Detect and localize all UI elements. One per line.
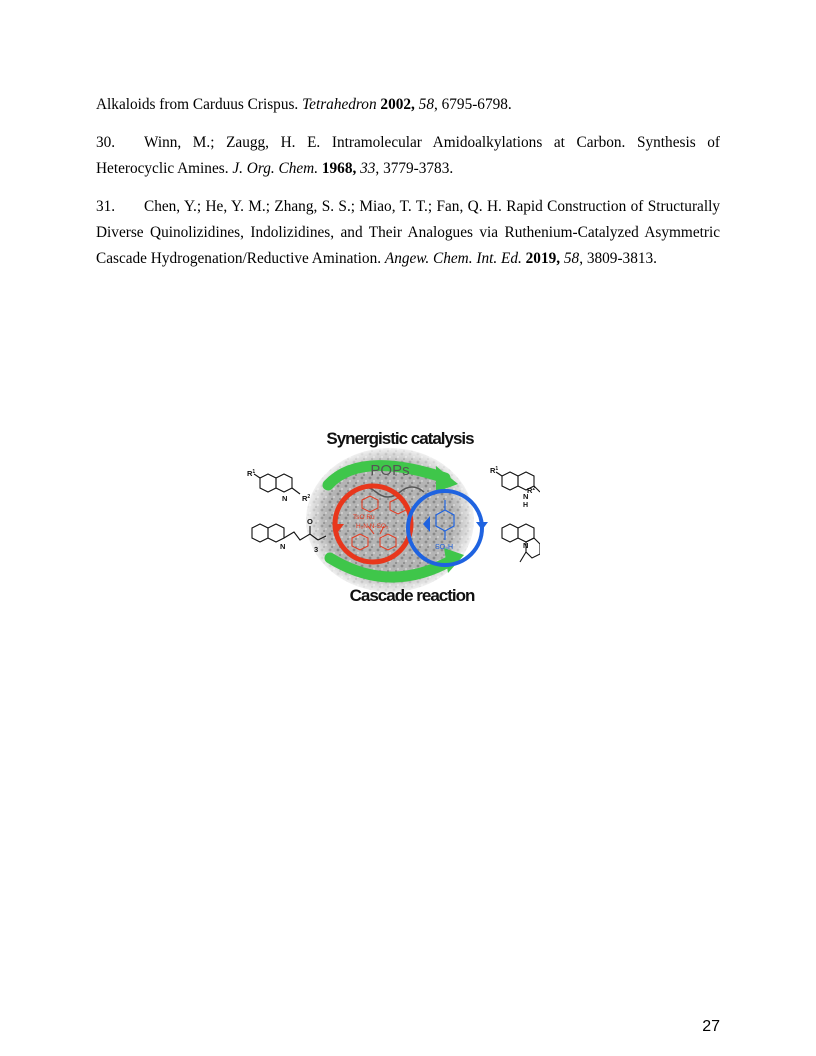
ref-text: Chen, Y.; He, Y. M.; Zhang, S. S.; Miao, T. T.; Fan, Q. H. Rapid Construction of Structurally Diverse Quinolizidines, Indolizidines, and Their Analogues via Ruthenium-Catalyzed Asymmetric Cascade Hydrogenation/Reductive Amination.: [96, 198, 720, 267]
toc-graphic: [240, 420, 540, 610]
reference-31: [96, 194, 720, 272]
ref-number: 31.: [96, 198, 116, 215]
year: 2002,: [380, 96, 415, 113]
ru-label-line1: TsO Ru: [353, 514, 375, 521]
substrate-quinoline: [254, 474, 300, 494]
journal-name: J. Org. Chem.: [232, 160, 319, 177]
reference-30: [96, 130, 720, 182]
reference-29-continuation: [96, 92, 720, 118]
volume: 58: [418, 96, 434, 113]
substrate-n-label: N: [282, 494, 288, 503]
reference-list: [96, 92, 720, 284]
ketone-o-label: O: [307, 517, 313, 526]
pops-label: POPs: [370, 462, 410, 479]
ref-text: Alkaloids from Carduus Crispus.: [96, 96, 303, 113]
acid-cycle-arrow-right: [476, 522, 488, 530]
journal-name: Tetrahedron: [302, 96, 377, 113]
pages: , 6795-6798.: [433, 96, 512, 113]
product-n-label: N: [523, 492, 529, 501]
product-h-label: H: [523, 502, 529, 509]
ru-label-line2: H₂N N-SO₂: [356, 523, 389, 530]
volume: 33: [360, 160, 376, 177]
substrate-r1-label: $R^1$: [247, 469, 256, 478]
pages: , 3809-3813.: [579, 250, 657, 267]
ref-text: Winn, M.; Zaugg, H. E. Intramolecular Amidoalkylations at Carbon. Synthesis of Heterocyclic Amines.: [96, 134, 720, 177]
year: 2019,: [525, 250, 561, 267]
so3h-label: SO₃H: [435, 544, 454, 551]
product-r1-label: $R^1$: [490, 466, 499, 475]
graphic-title: Synergistic catalysis: [326, 429, 474, 448]
ketone-subscript-3: 3: [314, 545, 319, 554]
pages: , 3779-3783.: [375, 160, 454, 177]
ref-number: 30.: [96, 134, 116, 151]
year: 1968,: [321, 160, 357, 177]
product-quinolizidine: [502, 524, 540, 562]
ketone-n-label: N: [280, 542, 286, 551]
volume: 58: [563, 250, 580, 267]
product-r2-label: $R^2$: [527, 486, 536, 495]
graphic-subtitle: Cascade reaction: [349, 586, 475, 605]
page-number: 27: [702, 1018, 720, 1035]
journal-name: Angew. Chem. Int. Ed.: [384, 250, 522, 267]
graphic-canvas: [240, 420, 540, 610]
substrate-r2-label: $R^2$: [302, 494, 311, 503]
quinolizidine-n-label: N: [523, 541, 529, 550]
